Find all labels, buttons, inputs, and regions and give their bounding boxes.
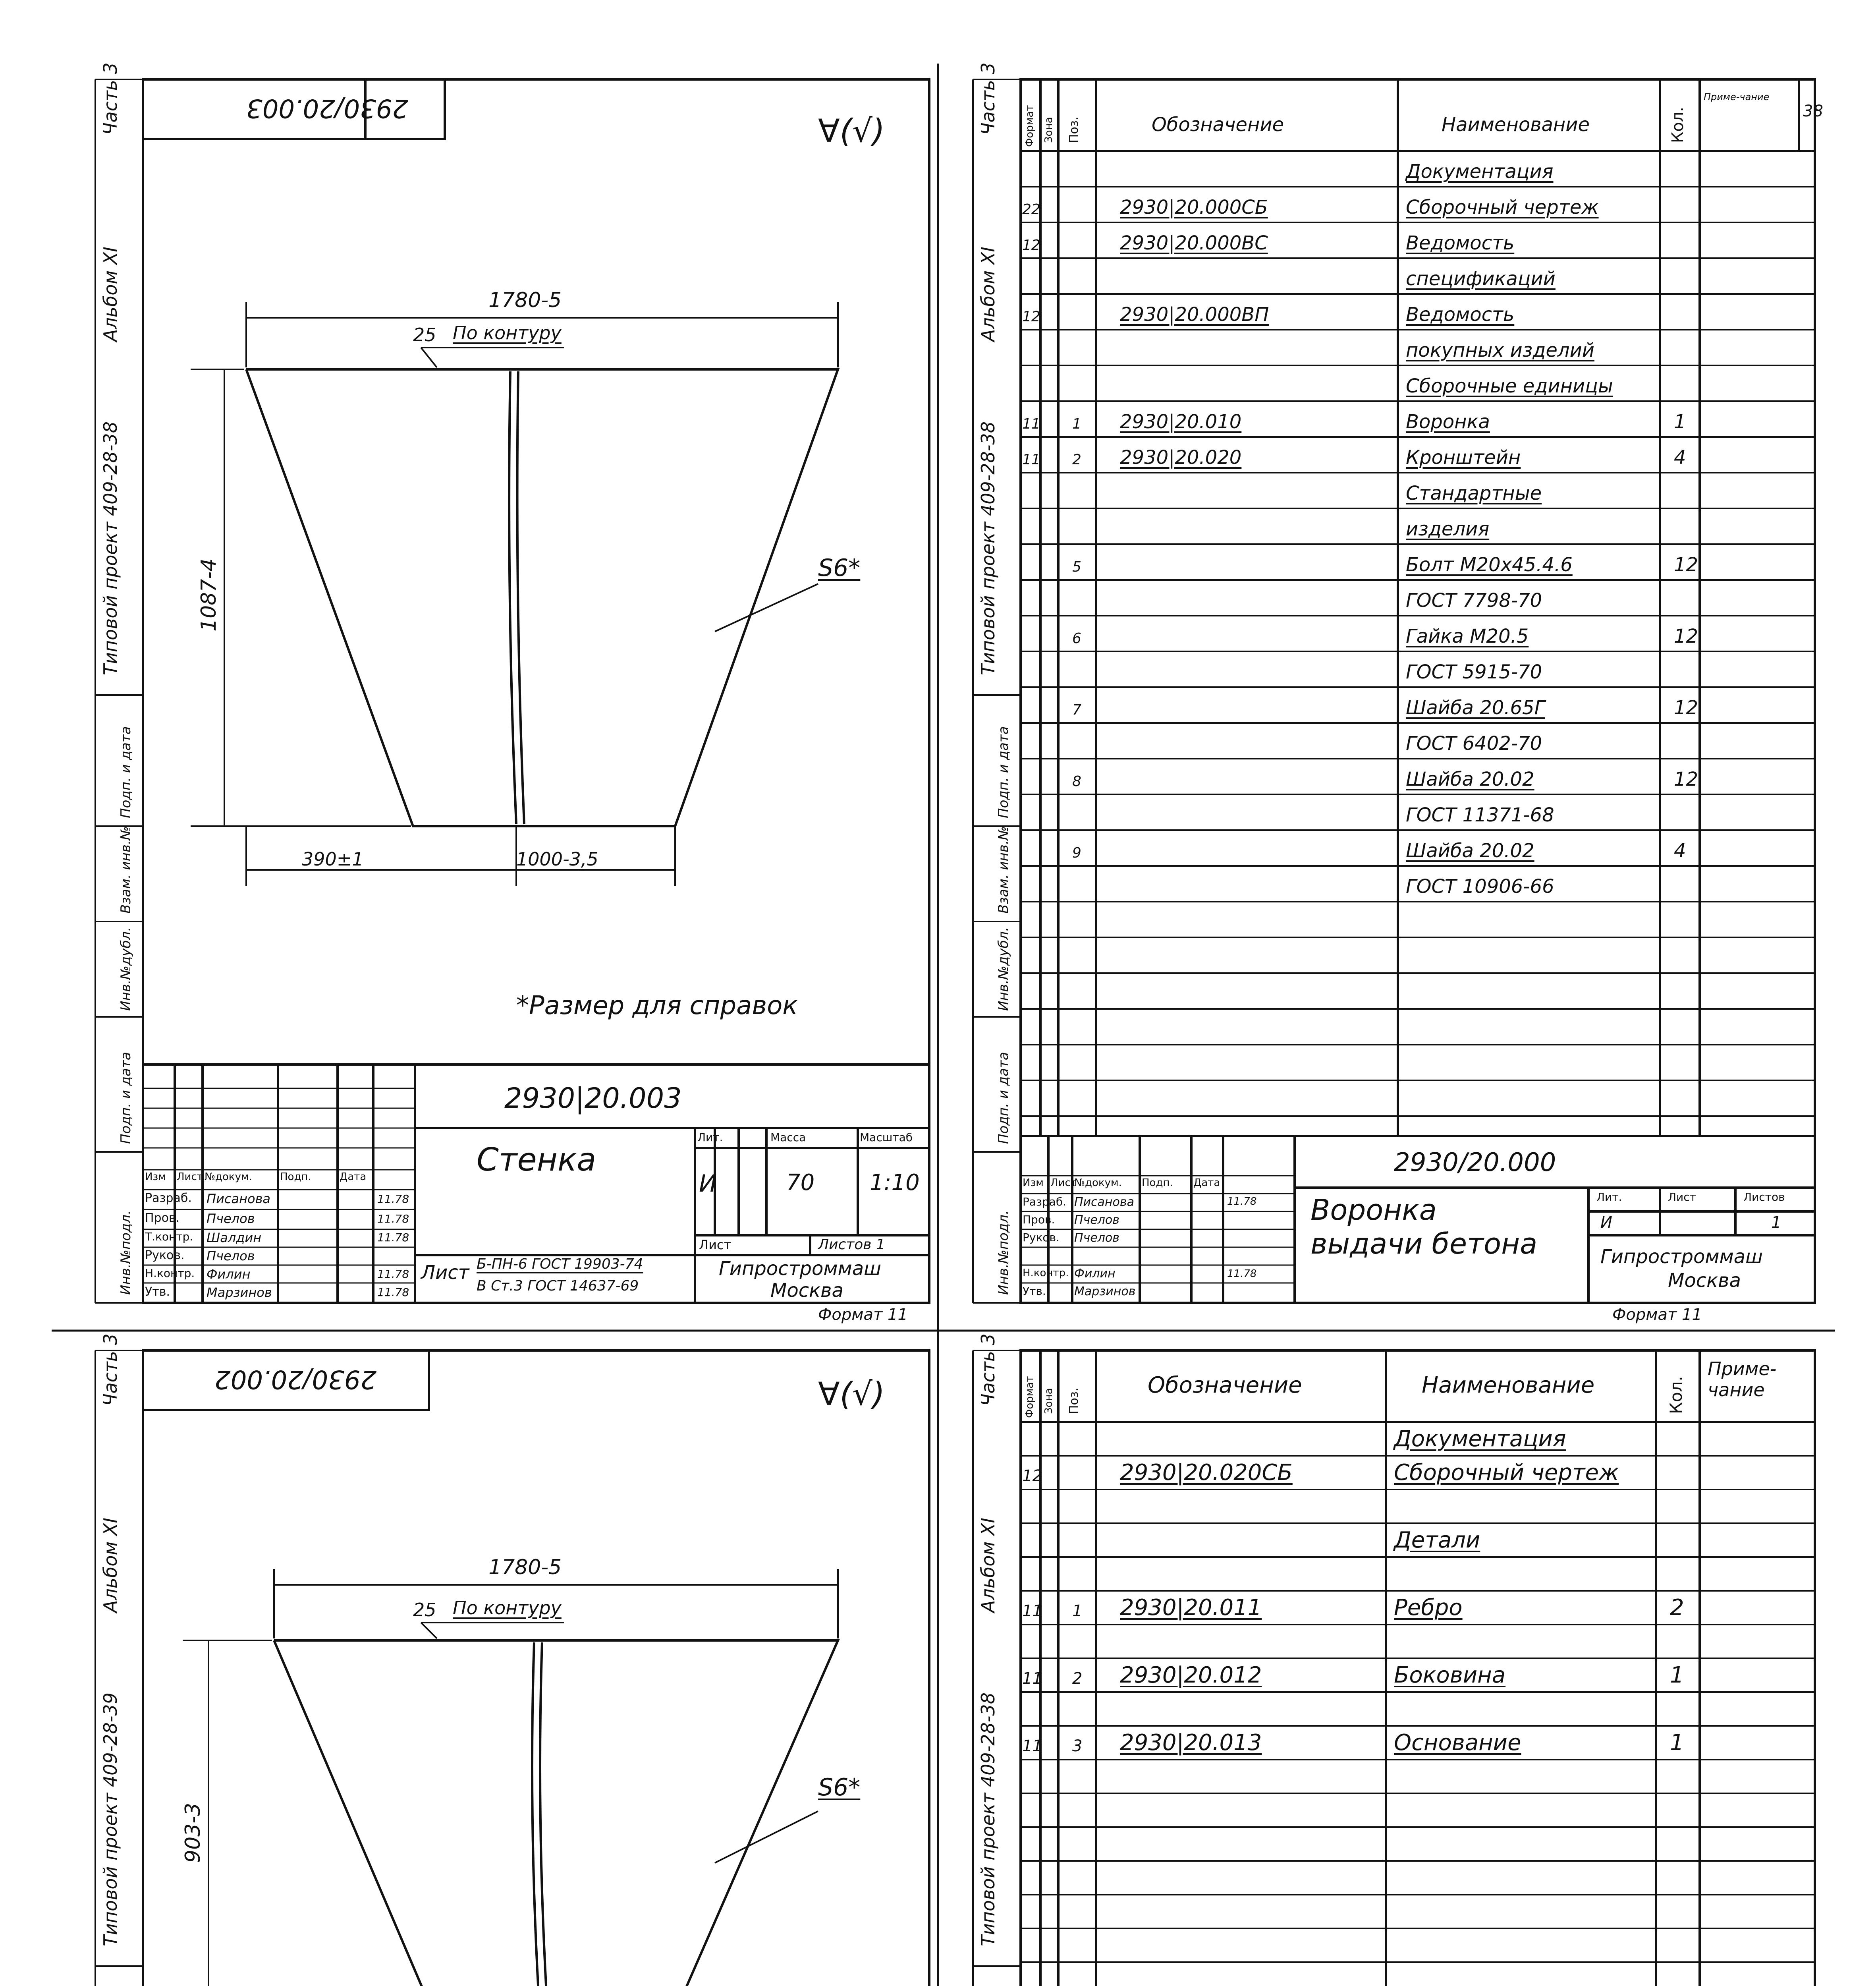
rotated-doc-number: 2930/20.002 xyxy=(214,1364,377,1394)
col-header-naim: Наименование xyxy=(1422,1372,1595,1398)
stamp-list: Лист xyxy=(1050,1177,1077,1189)
col-header-format: Формат xyxy=(1024,1376,1036,1418)
sheets-label: Листов xyxy=(1743,1190,1785,1204)
row-name: Ведомость xyxy=(1406,232,1515,254)
stamp-date: 11.78 xyxy=(1227,1196,1257,1207)
side-cell-podp2: Подп. и дата xyxy=(996,1052,1011,1144)
row-name: Документация xyxy=(1394,1426,1566,1452)
row-position: 1 xyxy=(1072,1602,1083,1620)
row-quantity: 1 xyxy=(1670,1662,1684,1688)
assembly-name-1: Воронка xyxy=(1310,1193,1437,1227)
stamp-date: 11.78 xyxy=(377,1212,409,1225)
row-name: Детали xyxy=(1394,1527,1480,1553)
stamp-name-rukov: Пчелов xyxy=(1074,1231,1119,1245)
row-name: Воронка xyxy=(1406,411,1490,433)
assembly-name-2: выдачи бетона xyxy=(1310,1227,1538,1260)
roughness-mark: ∀(√) xyxy=(818,1376,885,1412)
mass-label: Масса xyxy=(770,1131,806,1144)
col-header-format: Формат xyxy=(1024,105,1036,147)
row-name: Ребро xyxy=(1394,1595,1463,1621)
material-line-2: В Ст.3 ГОСТ 14637-69 xyxy=(477,1278,639,1294)
stamp-role-nkontr: Н.контр. xyxy=(145,1267,195,1280)
row-format: 12 xyxy=(1022,1467,1042,1485)
lit-label: Лит. xyxy=(697,1131,723,1144)
stamp-list: Лист xyxy=(177,1171,203,1183)
row-name: Сборочный чертеж xyxy=(1394,1460,1619,1486)
row-position: 5 xyxy=(1072,559,1081,575)
col-header-oboz: Обозначение xyxy=(1148,1372,1302,1398)
list-label: Лист xyxy=(699,1237,731,1252)
side-label-album: Альбом XI xyxy=(100,1518,121,1613)
thickness-mark: S6* xyxy=(818,1773,861,1801)
stamp-role-rukov: Руков. xyxy=(145,1248,185,1262)
row-quantity: 12 xyxy=(1674,697,1698,719)
row-name: Основание xyxy=(1394,1730,1521,1756)
sheet-number: 38 xyxy=(1803,102,1823,120)
sheets-count: Листов 1 xyxy=(818,1236,885,1253)
row-position: 2 xyxy=(1072,1669,1083,1688)
row-position: 3 xyxy=(1072,1737,1083,1755)
stamp-name-razrab: Писанова xyxy=(1074,1195,1134,1209)
row-name: Шайба 20.02 xyxy=(1406,768,1534,790)
side-label-project: Типовой проект 409-28-38 xyxy=(100,421,121,675)
stamp-date: 11.78 xyxy=(1227,1268,1257,1280)
col-header-pos: Поз. xyxy=(1067,116,1081,143)
doc-number: 2930|20.003 xyxy=(504,1082,682,1115)
stamp-izm: Изм xyxy=(145,1171,166,1183)
row-name: ГОСТ 7798-70 xyxy=(1406,589,1542,612)
side-cell-vzam: Взам. инв.№ xyxy=(118,826,134,914)
stamp-role-rukov: Руков. xyxy=(1023,1231,1060,1244)
row-position: 9 xyxy=(1072,845,1081,861)
side-cell-podp: Подп. и дата xyxy=(996,726,1011,818)
side-label-album: Альбом XI xyxy=(977,1518,999,1613)
dim-bottom-right: 1000-3,5 xyxy=(516,848,598,870)
stamp-date: 11.78 xyxy=(377,1267,409,1281)
doc-number: 2930/20.000 xyxy=(1394,1148,1556,1177)
stamp-ndoc: №докум. xyxy=(1074,1177,1122,1189)
weld-number: 25 xyxy=(413,324,436,346)
side-label-project: Типовой проект 409-28-38 xyxy=(977,1692,999,1946)
side-cell-inv: Инв.№подл. xyxy=(118,1210,134,1295)
row-quantity: 4 xyxy=(1674,446,1686,469)
format-label: Формат 11 xyxy=(818,1306,908,1324)
stamp-name-nkontr: Филин xyxy=(207,1267,251,1282)
row-name: ГОСТ 10906-66 xyxy=(1406,875,1554,898)
row-quantity: 1 xyxy=(1674,411,1686,433)
stamp-role-tkontr: Т.контр. xyxy=(145,1230,193,1243)
scale-value: 1:10 xyxy=(870,1170,920,1196)
lit-label: Лит. xyxy=(1596,1190,1622,1204)
side-cell-podp: Подп. и дата xyxy=(118,726,134,818)
stamp-name-utv: Марзинов xyxy=(207,1285,272,1300)
stamp-podp: Подп. xyxy=(280,1171,311,1183)
side-label-part: Часть 3 xyxy=(977,1333,999,1406)
row-designation: 2930|20.020 xyxy=(1120,446,1242,469)
row-format: 11 xyxy=(1022,1737,1042,1755)
row-name: Шайба 20.02 xyxy=(1406,840,1534,862)
row-designation: 2930|20.000ВС xyxy=(1120,232,1268,254)
row-designation: 2930|20.000СБ xyxy=(1120,196,1268,218)
part-name: Стенка xyxy=(477,1141,596,1178)
dim-bottom-left: 390±1 xyxy=(302,848,364,870)
stamp-role-utv: Утв. xyxy=(145,1285,170,1299)
col-header-prim: Приме-чание xyxy=(1708,1358,1777,1401)
row-name: ГОСТ 5915-70 xyxy=(1406,661,1542,683)
org-name: Гипростроммаш xyxy=(719,1258,882,1280)
side-cell-inv: Инв.№подл. xyxy=(996,1210,1011,1295)
stamp-role-prov: Пров. xyxy=(1023,1213,1055,1226)
row-name: спецификаций xyxy=(1406,268,1556,290)
lit-value: И xyxy=(699,1170,717,1198)
side-label-project: Типовой проект 409-28-39 xyxy=(100,1692,121,1946)
row-name: ГОСТ 6402-70 xyxy=(1406,732,1542,755)
weld-label: По контуру xyxy=(453,1597,562,1619)
row-position: 6 xyxy=(1072,630,1081,647)
stamp-date: 11.78 xyxy=(377,1286,409,1299)
side-label-part: Часть 3 xyxy=(100,62,121,135)
side-label-project: Типовой проект 409-28-38 xyxy=(977,421,999,675)
stamp-name-prov: Пчелов xyxy=(207,1211,255,1226)
side-label-part: Часть 3 xyxy=(100,1333,121,1406)
row-position: 8 xyxy=(1072,773,1081,790)
stamp-name-rukov: Пчелов xyxy=(207,1248,255,1263)
row-designation: 2930|20.012 xyxy=(1120,1662,1262,1688)
row-name: Кронштейн xyxy=(1406,446,1521,469)
weld-number: 25 xyxy=(413,1599,436,1621)
row-format: 22 xyxy=(1022,201,1040,218)
row-name: ГОСТ 11371-68 xyxy=(1406,804,1554,826)
row-designation: 2930|20.010 xyxy=(1120,411,1242,433)
stamp-name-utv: Марзинов xyxy=(1074,1285,1136,1298)
row-name: изделия xyxy=(1406,518,1490,540)
mass-value: 70 xyxy=(786,1170,815,1196)
row-name: Документация xyxy=(1406,160,1554,183)
stamp-role-prov: Пров. xyxy=(145,1211,180,1225)
row-format: 12 xyxy=(1022,237,1040,253)
lit-value: И xyxy=(1600,1213,1612,1232)
rotated-doc-number: 2930/20.003 xyxy=(246,93,409,123)
reference-note: *Размер для справок xyxy=(516,991,798,1020)
stamp-name-prov: Пчелов xyxy=(1074,1213,1119,1227)
side-cell-dubl: Инв.№дубл. xyxy=(996,927,1011,1011)
stamp-podp: Подп. xyxy=(1142,1177,1173,1189)
row-name: Боковина xyxy=(1394,1662,1506,1688)
stamp-date: 11.78 xyxy=(377,1192,409,1206)
row-position: 2 xyxy=(1072,452,1081,468)
dim-top: 1780-5 xyxy=(488,1555,562,1579)
stamp-role-nkontr: Н.контр. xyxy=(1023,1267,1069,1279)
org-city: Москва xyxy=(1668,1269,1741,1292)
col-header-zone: Зона xyxy=(1043,117,1055,143)
row-format: 11 xyxy=(1022,1602,1042,1620)
stamp-date: 11.78 xyxy=(377,1231,409,1244)
stamp-name-razrab: Писанова xyxy=(207,1191,271,1206)
row-name: Сборочный чертеж xyxy=(1406,196,1599,218)
format-label: Формат 11 xyxy=(1612,1306,1702,1324)
side-label-part: Часть 3 xyxy=(977,62,999,135)
stamp-izm: Изм xyxy=(1023,1177,1044,1189)
col-header-kol: Кол. xyxy=(1666,1376,1686,1414)
scale-label: Масштаб xyxy=(860,1131,913,1144)
dim-left: 903-3 xyxy=(181,1802,205,1863)
row-name: Болт М20x45.4.6 xyxy=(1406,554,1573,576)
col-header-pos: Поз. xyxy=(1067,1387,1081,1414)
row-quantity: 2 xyxy=(1670,1595,1684,1621)
roughness-mark: ∀(√) xyxy=(818,112,885,149)
row-name: Стандартные xyxy=(1406,482,1542,504)
col-header-prim: Приме-чание xyxy=(1704,91,1770,102)
col-header-kol: Кол. xyxy=(1669,106,1687,143)
row-format: 12 xyxy=(1022,309,1040,325)
dim-left: 1087-4 xyxy=(197,558,221,632)
col-header-oboz: Обозначение xyxy=(1152,114,1284,136)
stamp-role-razrab: Разраб. xyxy=(1023,1195,1067,1208)
stamp-name-nkontr: Филин xyxy=(1074,1267,1116,1281)
weld-label: По контуру xyxy=(453,322,562,344)
stamp-role-razrab: Разраб. xyxy=(145,1191,192,1205)
stamp-data: Дата xyxy=(340,1171,367,1183)
thickness-mark: S6* xyxy=(818,554,861,582)
row-designation: 2930|20.000ВП xyxy=(1120,303,1269,326)
row-designation: 2930|20.011 xyxy=(1120,1595,1262,1621)
stamp-ndoc: №докум. xyxy=(205,1171,252,1183)
side-cell-podp2: Подп. и дата xyxy=(118,1052,134,1144)
row-quantity: 12 xyxy=(1674,625,1698,647)
dim-top: 1780-5 xyxy=(488,288,562,312)
col-header-naim: Наименование xyxy=(1442,114,1590,136)
row-format: 11 xyxy=(1022,1669,1042,1688)
org-name: Гипростроммаш xyxy=(1600,1246,1763,1268)
list-label: Лист xyxy=(1668,1190,1696,1204)
row-format: 11 xyxy=(1022,452,1040,468)
side-cell-dubl: Инв.№дубл. xyxy=(118,927,134,1011)
side-label-album: Альбом XI xyxy=(977,247,999,342)
material-prefix: Лист xyxy=(421,1262,469,1284)
row-quantity: 1 xyxy=(1670,1730,1684,1756)
row-quantity: 12 xyxy=(1674,554,1698,576)
row-designation: 2930|20.013 xyxy=(1120,1730,1262,1756)
row-position: 7 xyxy=(1072,702,1081,718)
col-header-zone: Зона xyxy=(1043,1388,1055,1414)
org-city: Москва xyxy=(770,1279,843,1302)
stamp-data: Дата xyxy=(1193,1177,1220,1189)
stamp-name-tkontr: Шалдин xyxy=(207,1230,262,1245)
sheets-value: 1 xyxy=(1771,1213,1781,1232)
row-position: 1 xyxy=(1072,416,1081,432)
side-cell-vzam: Взам. инв.№ xyxy=(996,826,1011,914)
material-line-1: Б-ПН-6 ГОСТ 19903-74 xyxy=(477,1256,643,1272)
row-name: Ведомость xyxy=(1406,303,1515,326)
row-quantity: 12 xyxy=(1674,768,1698,790)
row-designation: 2930|20.020СБ xyxy=(1120,1460,1293,1486)
row-name: Шайба 20.65Г xyxy=(1406,697,1545,719)
row-quantity: 4 xyxy=(1674,840,1686,862)
row-format: 11 xyxy=(1022,416,1040,432)
row-name: покупных изделий xyxy=(1406,339,1594,361)
row-name: Гайка М20.5 xyxy=(1406,625,1529,647)
side-label-album: Альбом XI xyxy=(100,247,121,342)
row-name: Сборочные единицы xyxy=(1406,375,1613,397)
stamp-role-utv: Утв. xyxy=(1023,1285,1046,1298)
